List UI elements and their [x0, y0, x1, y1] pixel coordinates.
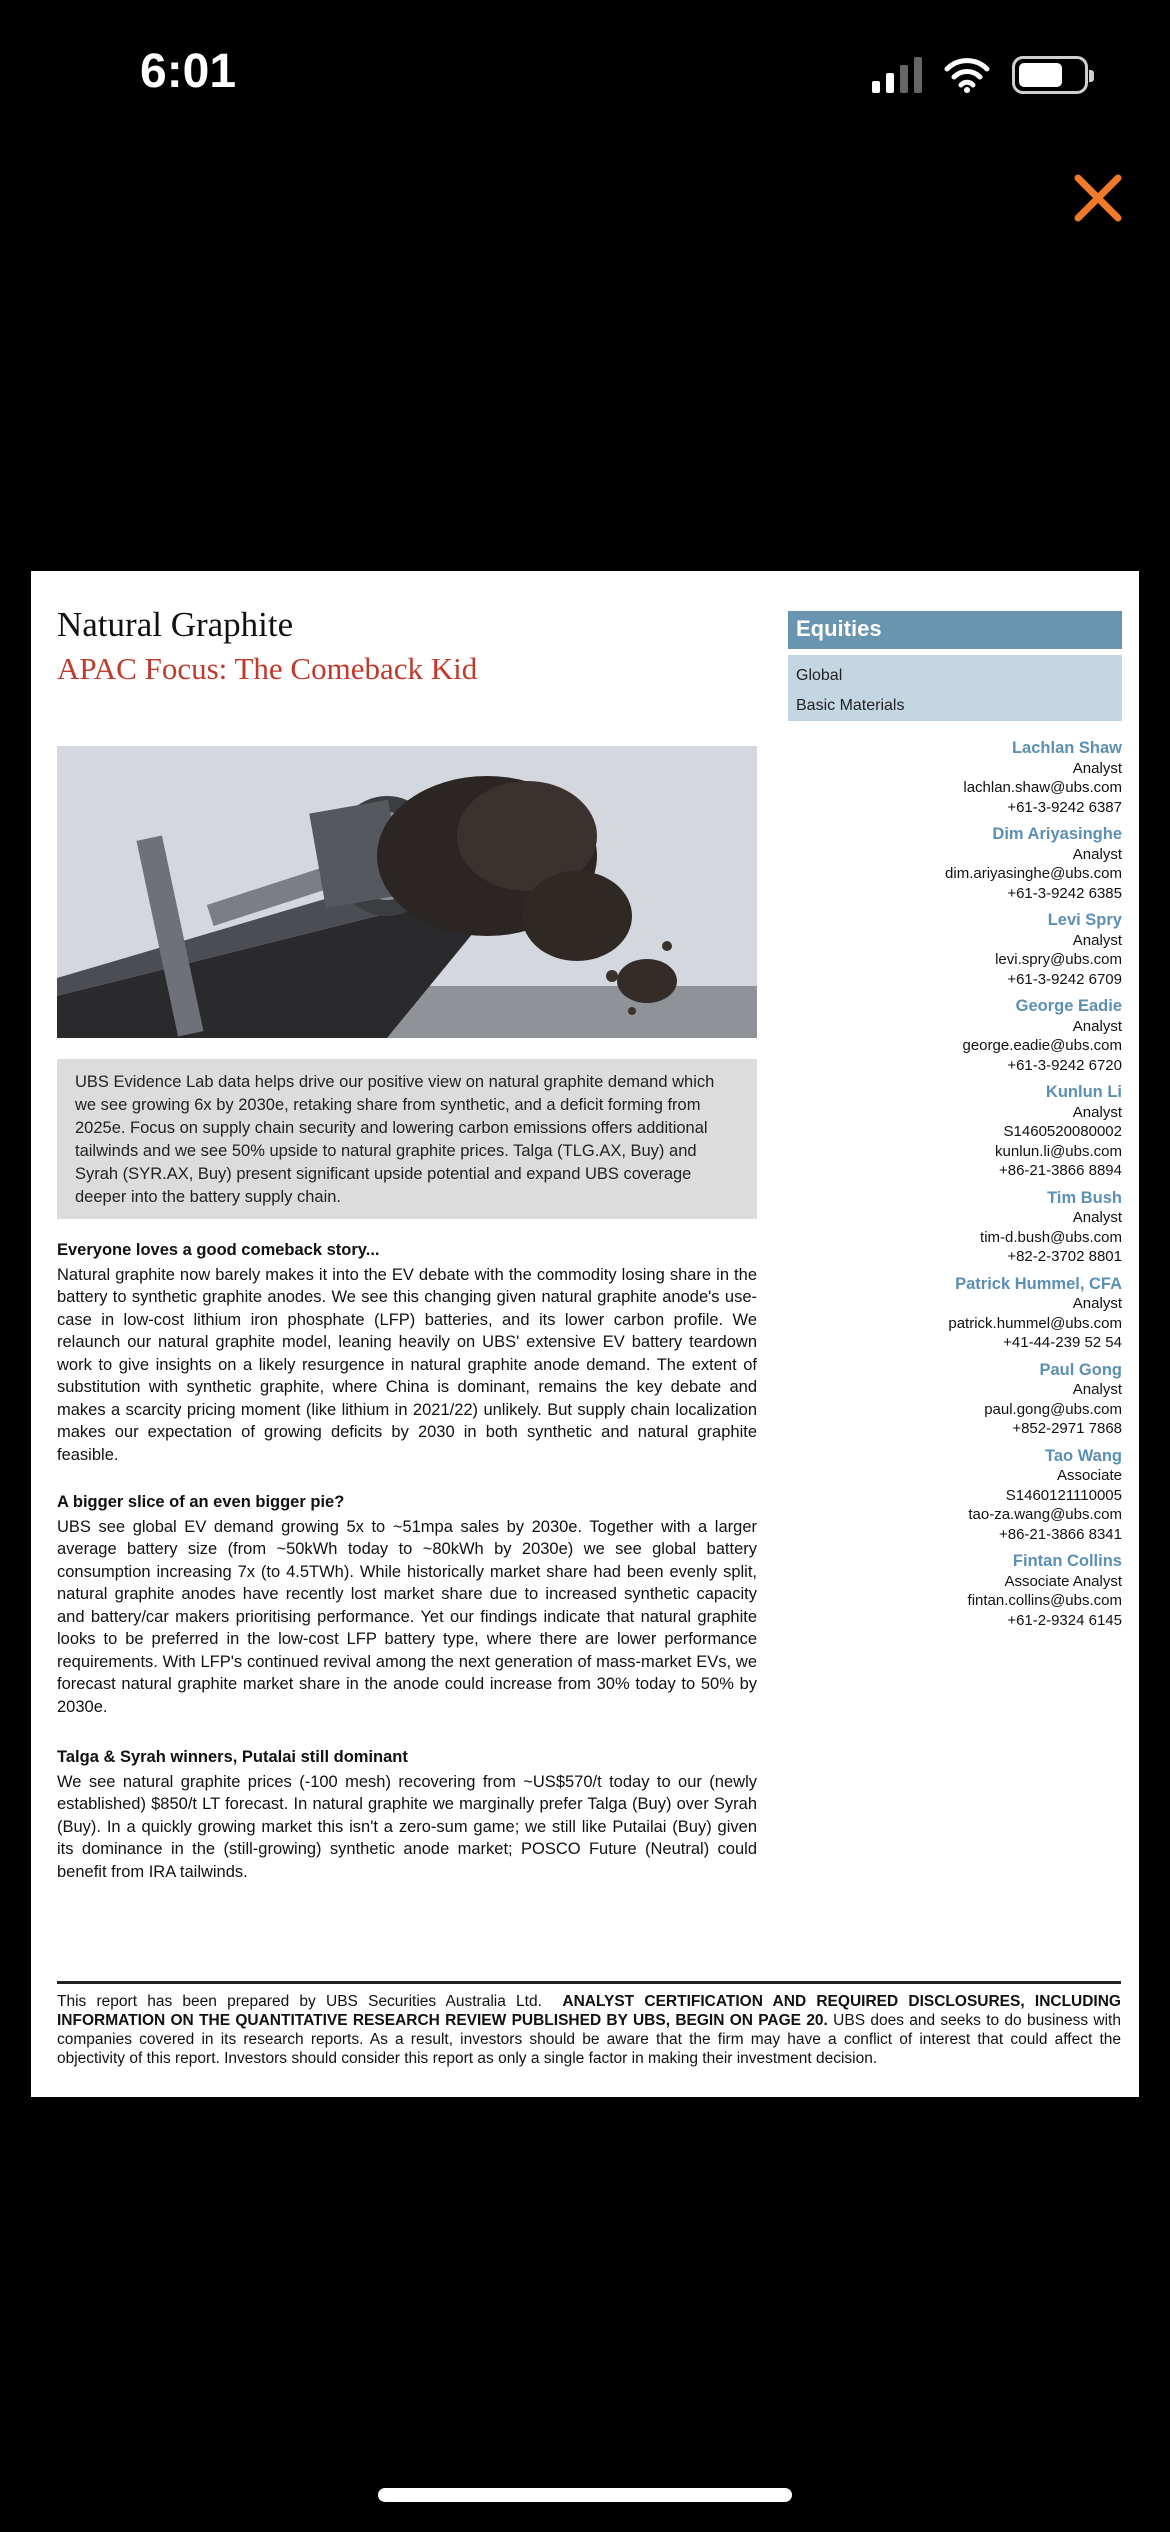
document-page[interactable]: [31, 571, 1139, 2097]
analyst-name[interactable]: Tim Bush: [1047, 1188, 1122, 1207]
analyst-contact[interactable]: george.eadie@ubs.com: [962, 1037, 1122, 1054]
title-block: [57, 605, 757, 687]
analyst-contact[interactable]: lachlan.shaw@ubs.com: [963, 779, 1122, 796]
analyst-card: [788, 1189, 1122, 1267]
analyst-role: Associate Analyst: [1004, 1572, 1122, 1590]
summary-box: UBS Evidence Lab data helps drive our positive view on natural graphite demand which we see growing 6x by 2030e, retaking share from synthetic, and a deficit forming from 2025e. Focus on supply chain security and lowering carbon emissions offers additional tailwinds and we see 50% upside to natural graphite prices. Talga (TLG.AX, Buy) and Syrah (SYR.AX, Buy) present significant upside potential and expand UBS coverage deeper into the battery supply chain.: [57, 1059, 757, 1219]
footer-rest: UBS does and seeks to do business with companies covered in its research reports. As a result, investors should be aware that the firm may have a conflict of interest that could affect the objectivity of this report. Investors should consider this report as only a single factor in making their investment decision.: [57, 2012, 1121, 2067]
analyst-contact: +61-3-9242 6387: [1007, 798, 1122, 816]
section-heading: A bigger slice of an even bigger pie?: [57, 1493, 345, 1511]
close-button[interactable]: [1070, 170, 1126, 226]
coverage-box: [788, 655, 1122, 721]
analyst-contact: +61-3-9242 6385: [1007, 884, 1122, 902]
analyst-contact: +61-2-9324 6145: [1007, 1611, 1122, 1629]
analyst-list: [788, 739, 1122, 1630]
analyst-role: Analyst: [1072, 1381, 1122, 1398]
analyst-contact[interactable]: paul.gong@ubs.com: [984, 1400, 1122, 1418]
analyst-role: Analyst: [1072, 931, 1122, 949]
analyst-card: [788, 997, 1122, 1075]
analyst-contact: +852-2971 7868: [1012, 1420, 1122, 1437]
footer-bold: ANALYST CERTIFICATION AND REQUIRED DISCLOSURES, INCLUDING INFORMATION ON THE QUANTITATIVE RESEARCH REVIEW PUBLISHED BY UBS, BEGIN ON PAGE 20.: [57, 1993, 1121, 2029]
analyst-contact: +86-21-3866 8894: [998, 1162, 1122, 1179]
analyst-name[interactable]: Lachlan Shaw: [1011, 739, 1122, 757]
document-title: Natural Graphite: [57, 605, 294, 644]
cellular-signal-icon: [872, 57, 922, 93]
analyst-contact: +61-3-9242 6720: [1007, 1056, 1122, 1074]
section-winners: [57, 1746, 757, 1883]
sidebar: [788, 611, 1122, 1638]
disclosure-footer: [57, 1981, 1121, 2068]
analyst-card: [788, 911, 1122, 989]
analyst-contact[interactable]: kunlun.li@ubs.com: [995, 1142, 1122, 1160]
analyst-contact: +86-21-3866 8341: [998, 1525, 1122, 1543]
analyst-contact[interactable]: dim.ariyasinghe@ubs.com: [945, 865, 1122, 882]
wifi-icon: [944, 57, 990, 93]
analyst-contact[interactable]: tao-za.wang@ubs.com: [968, 1506, 1122, 1523]
analyst-role: Analyst: [1072, 1209, 1122, 1226]
analyst-name[interactable]: Kunlun Li: [1045, 1083, 1122, 1101]
home-indicator[interactable]: [378, 2488, 792, 2502]
analyst-card: [788, 825, 1122, 903]
analyst-contact[interactable]: tim-d.bush@ubs.com: [980, 1228, 1122, 1246]
analyst-card: [788, 739, 1122, 817]
analyst-contact[interactable]: fintan.collins@ubs.com: [967, 1592, 1122, 1609]
analyst-contact[interactable]: patrick.hummel@ubs.com: [948, 1314, 1122, 1332]
analyst-role: Analyst: [1072, 1017, 1122, 1035]
section-heading: Talga & Syrah winners, Putalai still dominant: [57, 1748, 408, 1766]
analyst-contact: +82-2-3702 8801: [1007, 1248, 1122, 1265]
analyst-contact[interactable]: levi.spry@ubs.com: [995, 951, 1122, 968]
conveyor-graphite-photo: [57, 746, 757, 1038]
analyst-contact: +41-44-239 52 54: [1003, 1334, 1122, 1351]
analyst-contact: S1460520080002: [1003, 1123, 1122, 1140]
section-body: Natural graphite now barely makes it into the EV debate with the commodity losing share in the battery to synthetic graphite anodes. We see this changing given natural graphite anode's use-case in low-cost lithium iron phosphate (LFP) batteries, and its lower carbon profile. We relaunch our natural graphite model, leaning heavily on UBS' extensive EV battery teardown work to give insights on a likely resurgence in natural graphite anode demand. The extent of substitution with synthetic graphite, where China is dominant, remains the key debate and makes a scarcity pricing moment (like lithium in 2021/22) unlikely. But supply chain localization makes our expectation of growing deficits by 2030 in both synthetic and natural graphite feasible.: [57, 1265, 757, 1464]
section-body: We see natural graphite prices (-100 mesh) recovering from ~US$570/t today to our (newly established) $850/t LT forecast. In natural graphite we marginally prefer Talga (Buy) over Syrah (Buy). In a quickly growing market this isn't a zero-sum game; we still like Putailai (Buy) given its dominance in the (still-growing) synthetic anode market; POSCO Future (Neutral) could benefit from IRA tailwinds.: [57, 1772, 757, 1881]
analyst-role: Associate: [1056, 1467, 1122, 1484]
equities-header: Equities: [788, 611, 1122, 649]
document-subtitle: APAC Focus: The Comeback Kid: [57, 651, 478, 686]
analyst-name[interactable]: George Eadie: [1015, 997, 1122, 1015]
analyst-contact: +61-3-9242 6709: [1007, 970, 1122, 988]
analyst-name[interactable]: Patrick Hummel, CFA: [955, 1274, 1122, 1293]
analyst-card: [788, 1361, 1122, 1439]
analyst-card: [788, 1083, 1122, 1181]
analyst-role: Analyst: [1072, 1103, 1122, 1121]
battery-icon: [1012, 56, 1088, 94]
analyst-name[interactable]: Paul Gong: [1039, 1360, 1122, 1379]
analyst-card: [788, 1447, 1122, 1545]
section-bigger-pie: [57, 1491, 757, 1718]
section-body: UBS see global EV demand growing 5x to ~51mpa sales by 2030e. Together with a larger average battery size (from ~50kWh today to ~80kWh by 2030e) we see global battery consumption increasing 7x (to 4.5TWh). While historically market share had been evenly split, natural graphite anodes have recently lost market share due to increased synthetic capacity and battery/car makers prioritising performance. Yet our findings indicate that natural graphite looks to be preferred in the low-cost LFP battery type, where there are lower performance requirements. With LFP's continued revival among the next generation of mass-market EVs, we forecast natural graphite market share in the anode could increase from 30% today to 50% by 2030e.: [57, 1517, 757, 1716]
analyst-role: Analyst: [1072, 759, 1122, 777]
section-heading: Everyone loves a good comeback story...: [57, 1241, 380, 1259]
analyst-role: Analyst: [1072, 1295, 1122, 1312]
analyst-name[interactable]: Levi Spry: [1047, 911, 1122, 929]
status-icons: [872, 56, 1088, 94]
analyst-name[interactable]: Fintan Collins: [1012, 1552, 1122, 1570]
conveyor-illustration: [57, 746, 757, 1038]
analyst-name[interactable]: Tao Wang: [1045, 1446, 1122, 1465]
analyst-role: Analyst: [1072, 845, 1122, 863]
sector-label: Basic Materials: [796, 697, 905, 714]
analyst-card: [788, 1275, 1122, 1353]
status-time: 6:01: [140, 45, 237, 98]
close-icon: [1070, 170, 1126, 226]
section-comeback: [57, 1239, 757, 1466]
analyst-card: [788, 1552, 1122, 1630]
footer-lead: This report has been prepared by UBS Securities Australia Ltd.: [57, 1993, 542, 2010]
analyst-name[interactable]: Dim Ariyasinghe: [992, 825, 1122, 843]
region-label: Global: [796, 667, 843, 684]
analyst-contact: S1460121110005: [1005, 1486, 1122, 1504]
